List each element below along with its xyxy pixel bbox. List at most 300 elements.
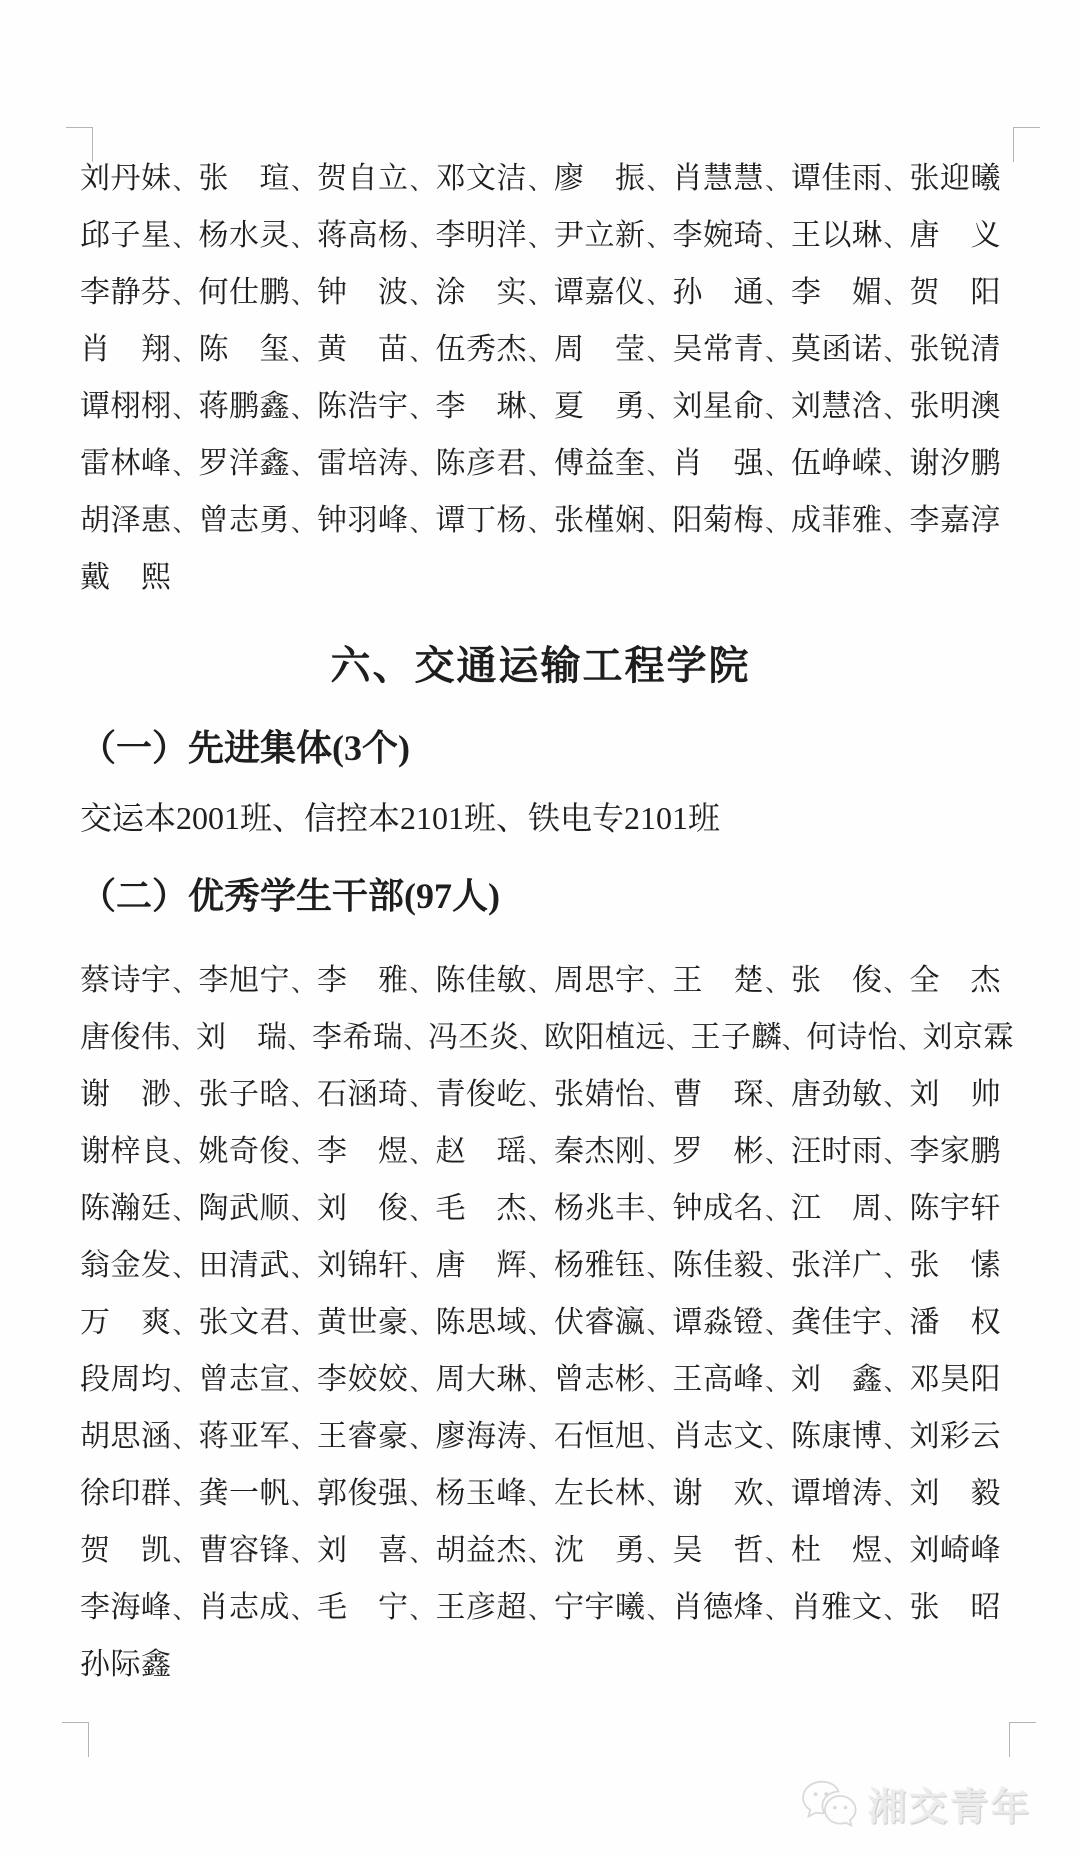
name-row xyxy=(80,1290,1001,1347)
person-name: 肖雅文 xyxy=(791,1590,883,1624)
name-separator: 、 xyxy=(883,283,909,309)
person-name: 廖 振 xyxy=(554,161,646,195)
person-name: 张 昭 xyxy=(909,1590,1001,1624)
name-separator: 、 xyxy=(646,1541,672,1567)
person-name: 谭淼镫 xyxy=(672,1305,764,1339)
person-name: 伏睿瀛 xyxy=(554,1305,646,1339)
person-name: 肖慧慧 xyxy=(672,161,764,195)
person-name: 杨玉峰 xyxy=(435,1476,527,1510)
name-separator: 、 xyxy=(291,1427,316,1453)
name-separator: 、 xyxy=(883,1313,909,1339)
person-name: 周大琳 xyxy=(435,1362,527,1396)
name-separator: 、 xyxy=(765,1085,790,1111)
name-separator: 、 xyxy=(172,169,198,195)
name-separator: 、 xyxy=(646,226,672,252)
person-name: 黄世豪 xyxy=(317,1305,409,1339)
person-name: 陈思域 xyxy=(435,1305,527,1339)
person-name: 邓昊阳 xyxy=(909,1362,1001,1396)
name-row xyxy=(80,948,1001,1005)
name-separator: 、 xyxy=(409,226,435,252)
person-name: 王睿豪 xyxy=(317,1419,409,1453)
person-name: 张 俊 xyxy=(791,963,883,997)
person-name: 张锐清 xyxy=(909,332,1001,366)
person-name: 翁金发 xyxy=(80,1248,172,1282)
person-name: 蒋亚军 xyxy=(198,1419,290,1453)
name-separator: 、 xyxy=(409,1484,435,1510)
name-separator: 、 xyxy=(765,1256,790,1282)
name-separator: 、 xyxy=(291,1598,316,1624)
name-separator: 、 xyxy=(291,1085,316,1111)
person-name: 邱子星 xyxy=(80,218,172,252)
name-separator: 、 xyxy=(172,1598,198,1624)
person-name: 李婉琦 xyxy=(672,218,764,252)
person-name: 刘京霖 xyxy=(922,1020,1014,1054)
name-separator: 、 xyxy=(646,1199,672,1225)
advanced-collectives-heading: （一）先进集体(3个) xyxy=(80,728,410,768)
name-separator: 、 xyxy=(528,169,553,195)
name-separator: 、 xyxy=(409,1256,435,1282)
person-name: 王高峰 xyxy=(672,1362,764,1396)
name-separator: 、 xyxy=(172,1199,198,1225)
name-separator: 、 xyxy=(765,1598,790,1624)
person-name: 陶武顺 xyxy=(198,1191,290,1225)
person-name: 冯丕炎 xyxy=(428,1020,520,1054)
person-name: 刘崎峰 xyxy=(909,1533,1001,1567)
name-separator: 、 xyxy=(646,1370,672,1396)
name-separator: 、 xyxy=(646,283,672,309)
name-separator: 、 xyxy=(883,454,909,480)
page-corner-mark-top-right xyxy=(1013,127,1040,162)
person-name: 刘 喜 xyxy=(317,1533,409,1567)
name-row xyxy=(80,431,1001,488)
name-separator: 、 xyxy=(765,1142,790,1168)
name-separator: 、 xyxy=(883,340,909,366)
name-row xyxy=(80,146,1001,203)
person-name: 龚一帆 xyxy=(198,1476,290,1510)
person-name: 肖志成 xyxy=(198,1590,290,1624)
person-name: 刘 帅 xyxy=(909,1077,1001,1111)
name-separator: 、 xyxy=(409,397,435,423)
person-name: 蒋高杨 xyxy=(317,218,409,252)
name-separator: 、 xyxy=(172,971,198,997)
person-name: 李希瑞 xyxy=(312,1020,404,1054)
person-name: 何仕鹏 xyxy=(198,275,290,309)
name-separator: 、 xyxy=(291,340,316,366)
name-separator: 、 xyxy=(765,283,790,309)
name-separator: 、 xyxy=(291,1370,316,1396)
person-name: 邓文洁 xyxy=(435,161,527,195)
name-row xyxy=(80,1632,1001,1689)
person-name: 谢梓良 xyxy=(80,1134,172,1168)
person-name: 张子晗 xyxy=(198,1077,290,1111)
person-name: 江 周 xyxy=(791,1191,883,1225)
name-separator: 、 xyxy=(409,340,435,366)
name-separator: 、 xyxy=(528,1427,553,1453)
name-separator: 、 xyxy=(765,1541,790,1567)
person-name: 曹 琛 xyxy=(672,1077,764,1111)
name-row xyxy=(80,1062,1001,1119)
person-name: 谭佳雨 xyxy=(791,161,883,195)
person-name: 石涵琦 xyxy=(317,1077,409,1111)
person-name: 蔡诗宇 xyxy=(80,963,172,997)
name-separator: 、 xyxy=(409,1085,435,1111)
name-separator: 、 xyxy=(528,971,553,997)
person-name: 李 琳 xyxy=(435,389,527,423)
name-separator: 、 xyxy=(883,1484,909,1510)
person-name: 钟 波 xyxy=(317,275,409,309)
name-separator: 、 xyxy=(172,1256,198,1282)
name-separator: 、 xyxy=(528,1085,553,1111)
name-separator: 、 xyxy=(409,1598,435,1624)
name-separator: 、 xyxy=(883,971,909,997)
name-separator: 、 xyxy=(765,1370,790,1396)
name-separator: 、 xyxy=(765,169,790,195)
person-name: 谭嘉仪 xyxy=(554,275,646,309)
person-name: 青俊屹 xyxy=(435,1077,527,1111)
person-name: 王子麟 xyxy=(690,1020,782,1054)
person-name: 谢汐鹏 xyxy=(909,446,1001,480)
person-name: 何诗怡 xyxy=(806,1020,898,1054)
person-name: 刘慧浛 xyxy=(791,389,883,423)
person-name: 陈宇轩 xyxy=(909,1191,1001,1225)
name-separator: 、 xyxy=(409,1427,435,1453)
name-separator: 、 xyxy=(646,1142,672,1168)
person-name: 王 楚 xyxy=(672,963,764,997)
name-separator: 、 xyxy=(528,397,553,423)
person-name: 李静芬 xyxy=(80,275,172,309)
name-separator: 、 xyxy=(409,971,435,997)
name-separator: 、 xyxy=(409,1370,435,1396)
name-separator: 、 xyxy=(291,1256,316,1282)
person-name: 万 爽 xyxy=(80,1305,172,1339)
person-name: 张 瑄 xyxy=(198,161,290,195)
person-name: 沈 勇 xyxy=(554,1533,646,1567)
name-row xyxy=(80,203,1001,260)
name-separator: 、 xyxy=(287,1028,312,1054)
person-name: 唐 义 xyxy=(909,218,1001,252)
name-separator: 、 xyxy=(528,1199,553,1225)
person-name: 陈佳敏 xyxy=(435,963,527,997)
name-separator: 、 xyxy=(666,1028,691,1054)
continued-name-list xyxy=(80,146,1001,602)
person-name: 李 煜 xyxy=(317,1134,409,1168)
person-name: 胡益杰 xyxy=(435,1533,527,1567)
outstanding-cadres-heading: （二）优秀学生干部(97人) xyxy=(80,876,500,916)
person-name: 谢 欢 xyxy=(672,1476,764,1510)
person-name: 唐劲敏 xyxy=(791,1077,883,1111)
name-separator: 、 xyxy=(765,1199,790,1225)
person-name: 尹立新 xyxy=(554,218,646,252)
name-separator: 、 xyxy=(291,1484,316,1510)
name-separator: 、 xyxy=(172,1370,198,1396)
name-separator: 、 xyxy=(528,1598,553,1624)
name-separator: 、 xyxy=(172,1313,198,1339)
person-name: 张槿娴 xyxy=(554,503,646,537)
name-separator: 、 xyxy=(291,1199,316,1225)
person-name: 肖 强 xyxy=(672,446,764,480)
name-separator: 、 xyxy=(291,454,316,480)
name-separator: 、 xyxy=(409,1199,435,1225)
wechat-bubbles-icon xyxy=(800,1779,858,1829)
name-separator: 、 xyxy=(883,1085,909,1111)
person-name: 肖 翔 xyxy=(80,332,172,366)
name-separator: 、 xyxy=(883,397,909,423)
person-name: 曾志勇 xyxy=(198,503,290,537)
person-name: 贺 阳 xyxy=(909,275,1001,309)
name-separator: 、 xyxy=(528,283,553,309)
person-name: 周 莹 xyxy=(554,332,646,366)
name-separator: 、 xyxy=(172,397,198,423)
person-name: 徐印群 xyxy=(80,1476,172,1510)
person-name: 潘 权 xyxy=(909,1305,1001,1339)
footer-watermark xyxy=(800,1776,1032,1831)
person-name: 孙际鑫 xyxy=(80,1647,172,1681)
person-name: 左长林 xyxy=(554,1476,646,1510)
name-separator: 、 xyxy=(291,511,316,537)
name-separator: 、 xyxy=(646,1313,672,1339)
name-separator: 、 xyxy=(172,340,198,366)
person-name: 杨水灵 xyxy=(198,218,290,252)
name-separator: 、 xyxy=(765,1484,790,1510)
person-name: 杜 煜 xyxy=(791,1533,883,1567)
name-separator: 、 xyxy=(765,226,790,252)
name-separator: 、 xyxy=(171,1028,196,1054)
person-name: 涂 实 xyxy=(435,275,527,309)
name-separator: 、 xyxy=(528,1541,553,1567)
person-name: 曾志宣 xyxy=(198,1362,290,1396)
name-separator: 、 xyxy=(883,1256,909,1282)
person-name: 刘 毅 xyxy=(909,1476,1001,1510)
name-separator: 、 xyxy=(291,971,316,997)
page-corner-mark-bottom-right xyxy=(1009,1722,1036,1757)
person-name: 傅益奎 xyxy=(554,446,646,480)
person-name: 陈佳毅 xyxy=(672,1248,764,1282)
person-name: 秦杰刚 xyxy=(554,1134,646,1168)
person-name: 李 雅 xyxy=(317,963,409,997)
name-separator: 、 xyxy=(646,397,672,423)
name-separator: 、 xyxy=(528,454,553,480)
name-separator: 、 xyxy=(765,340,790,366)
name-row xyxy=(80,1575,1001,1632)
name-separator: 、 xyxy=(403,1028,428,1054)
person-name: 罗 彬 xyxy=(672,1134,764,1168)
person-name: 周思宇 xyxy=(554,963,646,997)
name-separator: 、 xyxy=(528,1370,553,1396)
person-name: 刘 俊 xyxy=(317,1191,409,1225)
name-separator: 、 xyxy=(883,1199,909,1225)
person-name: 全 杰 xyxy=(909,963,1001,997)
person-name: 胡泽惠 xyxy=(80,503,172,537)
name-separator: 、 xyxy=(291,283,316,309)
name-separator: 、 xyxy=(409,283,435,309)
name-separator: 、 xyxy=(291,169,316,195)
name-separator: 、 xyxy=(172,511,198,537)
person-name: 夏 勇 xyxy=(554,389,646,423)
page-corner-mark-bottom-left xyxy=(62,1722,89,1757)
person-name: 李明洋 xyxy=(435,218,527,252)
person-name: 李旭宁 xyxy=(198,963,290,997)
name-separator: 、 xyxy=(646,1085,672,1111)
name-separator: 、 xyxy=(883,1598,909,1624)
name-separator: 、 xyxy=(291,1313,316,1339)
name-row xyxy=(80,317,1001,374)
person-name: 陈 玺 xyxy=(198,332,290,366)
name-separator: 、 xyxy=(528,340,553,366)
person-name: 杨兆丰 xyxy=(554,1191,646,1225)
name-separator: 、 xyxy=(172,454,198,480)
name-separator: 、 xyxy=(646,340,672,366)
person-name: 吴 哲 xyxy=(672,1533,764,1567)
page-corner-mark-top-left xyxy=(66,127,93,162)
name-separator: 、 xyxy=(409,1142,435,1168)
person-name: 毛 宁 xyxy=(317,1590,409,1624)
name-separator: 、 xyxy=(528,1484,553,1510)
person-name: 张明澳 xyxy=(909,389,1001,423)
person-name: 刘 瑞 xyxy=(196,1020,288,1054)
name-separator: 、 xyxy=(409,169,435,195)
name-separator: 、 xyxy=(883,1541,909,1567)
name-separator: 、 xyxy=(898,1028,923,1054)
person-name: 张婧怡 xyxy=(554,1077,646,1111)
person-name: 阳菊梅 xyxy=(672,503,764,537)
name-separator: 、 xyxy=(528,1142,553,1168)
person-name: 郭俊强 xyxy=(317,1476,409,1510)
person-name: 雷培涛 xyxy=(317,446,409,480)
name-separator: 、 xyxy=(409,454,435,480)
name-row xyxy=(80,1119,1001,1176)
name-row xyxy=(80,1233,1001,1290)
person-name: 刘锦轩 xyxy=(317,1248,409,1282)
name-separator: 、 xyxy=(291,1142,316,1168)
person-name: 陈浩宇 xyxy=(317,389,409,423)
person-name: 李姣姣 xyxy=(317,1362,409,1396)
person-name: 廖海涛 xyxy=(435,1419,527,1453)
person-name: 张洋广 xyxy=(791,1248,883,1282)
person-name: 陈彦君 xyxy=(435,446,527,480)
name-separator: 、 xyxy=(646,1598,672,1624)
name-separator: 、 xyxy=(519,1028,544,1054)
name-row xyxy=(80,1176,1001,1233)
section-heading: 六、交通运输工程学院 xyxy=(330,643,751,688)
person-name: 肖德烽 xyxy=(672,1590,764,1624)
name-separator: 、 xyxy=(528,1313,553,1339)
name-separator: 、 xyxy=(172,283,198,309)
name-row xyxy=(80,374,1001,431)
person-name: 莫函诺 xyxy=(791,332,883,366)
name-separator: 、 xyxy=(172,1484,198,1510)
person-name: 雷林峰 xyxy=(80,446,172,480)
person-name: 赵 瑶 xyxy=(435,1134,527,1168)
name-separator: 、 xyxy=(883,226,909,252)
person-name: 谭栩栩 xyxy=(80,389,172,423)
watermark-text: 湘交青年 xyxy=(867,1787,1032,1829)
person-name: 陈康博 xyxy=(791,1419,883,1453)
name-separator: 、 xyxy=(172,226,198,252)
person-name: 黄 苗 xyxy=(317,332,409,366)
person-name: 谭丁杨 xyxy=(435,503,527,537)
person-name: 伍峥嵘 xyxy=(791,446,883,480)
person-name: 李 媚 xyxy=(791,275,883,309)
person-name: 欧阳植远 xyxy=(544,1020,666,1054)
name-row xyxy=(80,1518,1001,1575)
name-separator: 、 xyxy=(528,511,553,537)
name-separator: 、 xyxy=(172,1142,198,1168)
name-separator: 、 xyxy=(782,1028,807,1054)
person-name: 成菲雅 xyxy=(791,503,883,537)
name-separator: 、 xyxy=(883,1370,909,1396)
name-separator: 、 xyxy=(172,1541,198,1567)
name-separator: 、 xyxy=(528,226,553,252)
advanced-collectives-line: 交运本2001班、信控本2101班、铁电专2101班 xyxy=(80,800,721,836)
name-separator: 、 xyxy=(291,397,316,423)
person-name: 戴 熙 xyxy=(80,560,172,594)
name-separator: 、 xyxy=(172,1085,198,1111)
name-separator: 、 xyxy=(646,169,672,195)
person-name: 龚佳宇 xyxy=(791,1305,883,1339)
name-separator: 、 xyxy=(883,1427,909,1453)
person-name: 肖志文 xyxy=(672,1419,764,1453)
name-separator: 、 xyxy=(883,169,909,195)
person-name: 杨雅钰 xyxy=(554,1248,646,1282)
person-name: 姚奇俊 xyxy=(198,1134,290,1168)
person-name: 石恒旭 xyxy=(554,1419,646,1453)
name-separator: 、 xyxy=(646,1484,672,1510)
name-separator: 、 xyxy=(646,971,672,997)
name-row xyxy=(80,488,1001,545)
person-name: 刘丹妹 xyxy=(80,161,172,195)
name-row xyxy=(80,260,1001,317)
name-separator: 、 xyxy=(883,1142,909,1168)
name-separator: 、 xyxy=(172,1427,198,1453)
person-name: 贺 凯 xyxy=(80,1533,172,1567)
person-name: 谢 渺 xyxy=(80,1077,172,1111)
person-name: 谭增涛 xyxy=(791,1476,883,1510)
person-name: 毛 杰 xyxy=(435,1191,527,1225)
person-name: 钟成名 xyxy=(672,1191,764,1225)
person-name: 汪时雨 xyxy=(791,1134,883,1168)
name-row xyxy=(80,1404,1001,1461)
name-separator: 、 xyxy=(646,1256,672,1282)
name-separator: 、 xyxy=(409,1541,435,1567)
person-name: 李海峰 xyxy=(80,1590,172,1624)
name-separator: 、 xyxy=(409,1313,435,1339)
person-name: 曾志彬 xyxy=(554,1362,646,1396)
name-separator: 、 xyxy=(765,397,790,423)
person-name: 钟羽峰 xyxy=(317,503,409,537)
name-row xyxy=(80,1461,1001,1518)
person-name: 田清武 xyxy=(198,1248,290,1282)
person-name: 刘彩云 xyxy=(909,1419,1001,1453)
name-row xyxy=(80,545,1001,602)
person-name: 孙 通 xyxy=(672,275,764,309)
name-separator: 、 xyxy=(528,1256,553,1282)
name-row xyxy=(80,1005,1014,1062)
person-name: 张 愫 xyxy=(909,1248,1001,1282)
person-name: 刘星俞 xyxy=(672,389,764,423)
person-name: 胡思涵 xyxy=(80,1419,172,1453)
person-name: 张迎曦 xyxy=(909,161,1001,195)
name-separator: 、 xyxy=(765,1427,790,1453)
person-name: 陈瀚廷 xyxy=(80,1191,172,1225)
person-name: 段周均 xyxy=(80,1362,172,1396)
name-row xyxy=(80,1347,1001,1404)
name-separator: 、 xyxy=(883,511,909,537)
name-separator: 、 xyxy=(291,226,316,252)
name-separator: 、 xyxy=(646,454,672,480)
person-name: 唐 辉 xyxy=(435,1248,527,1282)
person-name: 刘 鑫 xyxy=(791,1362,883,1396)
name-separator: 、 xyxy=(765,454,790,480)
